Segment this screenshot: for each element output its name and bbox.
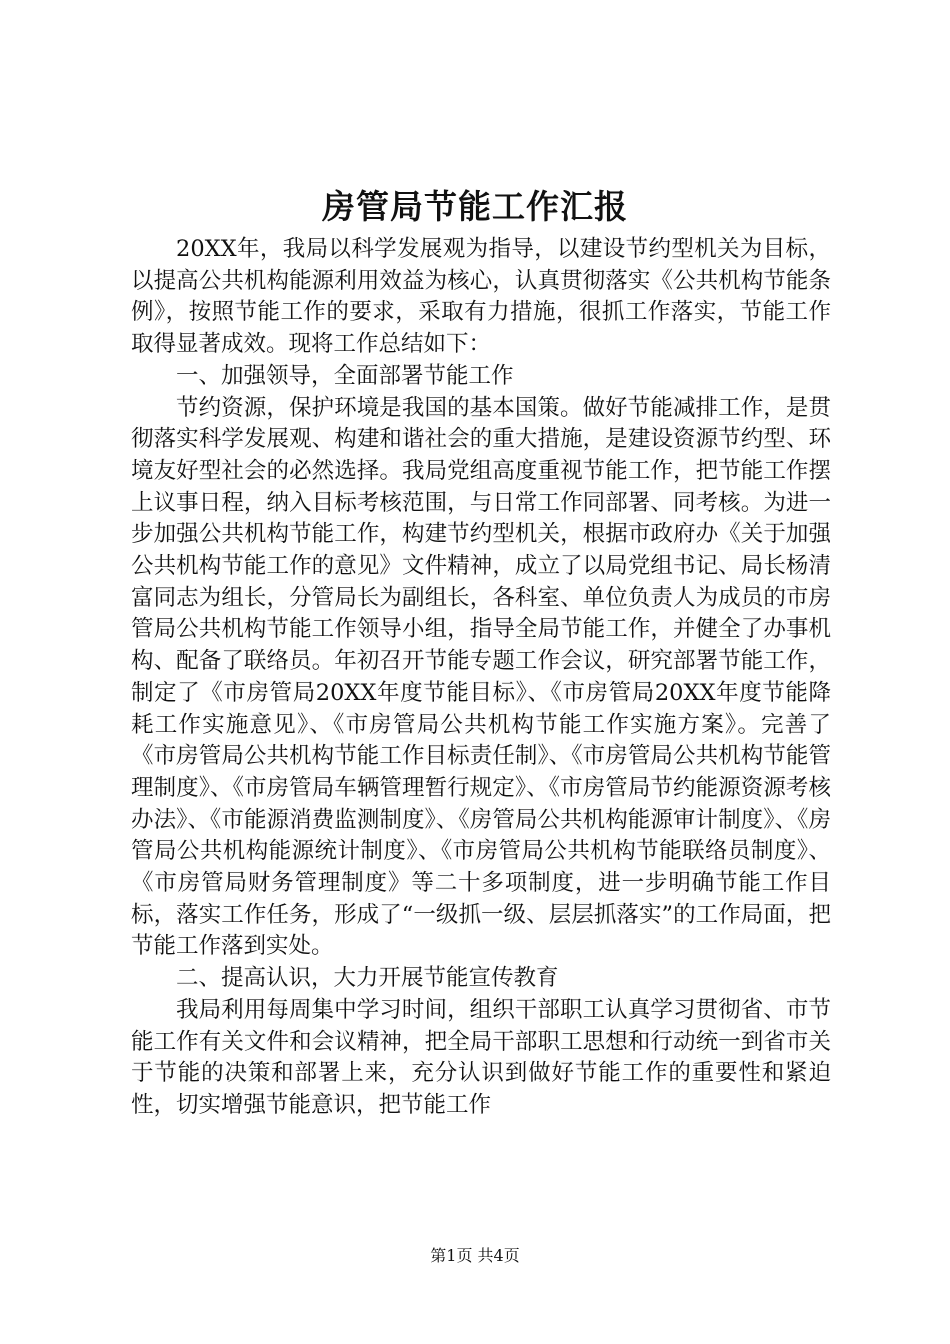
document-title: 房管局节能工作汇报	[322, 187, 628, 226]
document-body	[131, 234, 831, 1122]
section-heading-1: 一、加强领导，全面部署节能工作	[176, 362, 514, 389]
section-1-paragraph: 节约资源，保护环境是我国的基本国策。做好节能减排工作，是贯彻落实科学发展观、构建和谐社会的重大措施，是建设资源节约型、环境友好型社会的必然选择。我局党组高度重视节能工作，把节能工作摆上议事日程，纳入目标考核范围，与日常工作同部署、同考核。为进一步加强公共机构节能工作，构建节约型机关，根据市政府办《关于加强公共机构节能工作的意见》文件精神，成立了以局党组书记、局长杨清富同志为组长，分管局长为副组长，各科室、单位负责人为成员的市房管局公共机构节能工作领导小组，指导全局节能工作，并健全了办事机构、配备了联络员。年初召开节能专题工作会议，研究部署节能工作，制定了《市房管局20XX年度节能目标》、《市房管局20XX年度节能降耗工作实施意见》、《市房管局公共机构节能工作实施方案》。完善了《市房管局公共机构节能工作目标责任制》、《市房管局公共机构节能管理制度》、《市房管局车辆管理暂行规定》、《市房管局节约能源资源考核办法》、《市能源消费监测制度》、《房管局公共机构能源审计制度》、《房管局公共机构能源统计制度》、《市房管局公共机构节能联络员制度》、《市房管局财务管理制度》等二十多项制度，进一步明确节能工作目标，落实工作任务，形成了“一级抓一级、层层抓落实”的工作局面，把节能工作落到实处。	[131, 394, 831, 960]
section-2-paragraph: 我局利用每周集中学习时间，组织干部职工认真学习贯彻省、市节能工作有关文件和会议精神，把全局干部职工思想和行动统一到省市关于节能的决策和部署上来，充分认识到做好节能工作的重要性和紧迫性，切实增强节能意识，把节能工作	[131, 996, 831, 1118]
section-heading-2: 二、提高认识，大力开展节能宣传教育	[176, 965, 559, 992]
intro-paragraph: 20XX年，我局以科学发展观为指导，以建设节约型机关为目标，以提高公共机构能源利用效益为核心，认真贯彻落实《公共机构节能条例》，按照节能工作的要求，采取有力措施，很抓工作落实，节能工作取得显著成效。现将工作总结如下：	[131, 236, 831, 358]
page-number-footer: 第1页 共4页	[430, 1246, 520, 1265]
